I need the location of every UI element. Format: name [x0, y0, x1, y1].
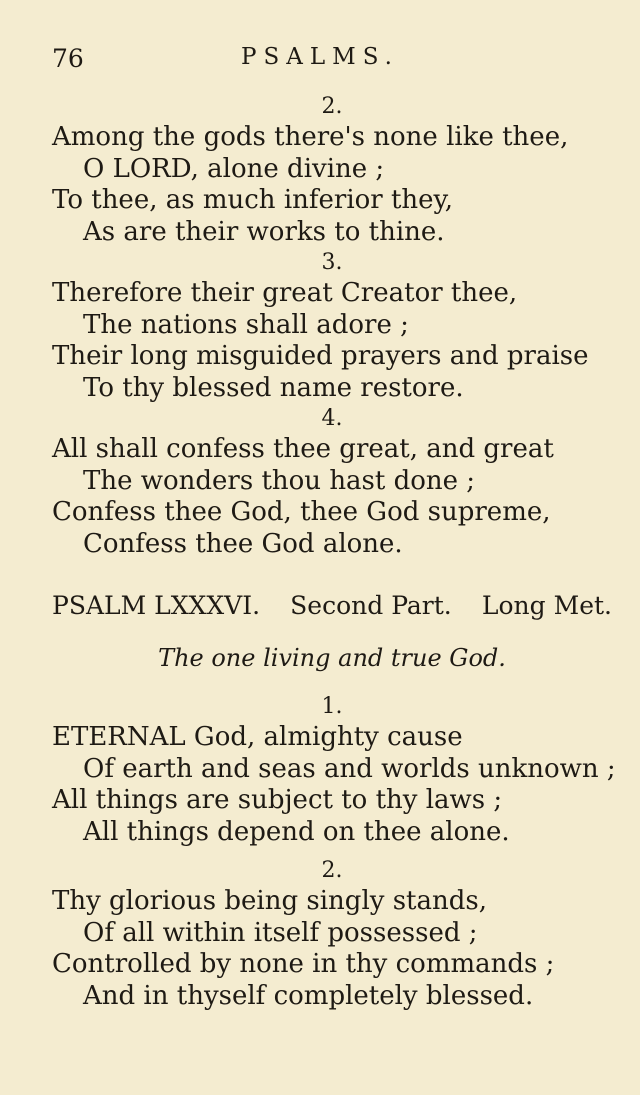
verse-line: Of earth and seas and worlds unknown ; [83, 753, 616, 784]
stanza-number: 3. [321, 250, 343, 275]
verse-line: Controlled by none in thy commands ; [52, 949, 555, 979]
running-title: PSALMS. [241, 44, 399, 70]
stanza [52, 692, 616, 848]
psalm-part: Second Part. [290, 591, 452, 620]
verse-line: To thy blessed name restore. [83, 372, 464, 403]
verse-line: O LORD, alone divine ; [83, 153, 385, 184]
verse-line: As are their works to thine. [83, 216, 445, 247]
page-header [52, 44, 588, 78]
hymn-text [52, 92, 616, 1012]
verse-line: Their long misguided prayers and praise [52, 341, 589, 371]
stanza [52, 92, 612, 248]
verse-line: All things depend on thee alone. [83, 816, 510, 847]
verse-line: Of all within itself possessed ; [83, 917, 478, 948]
verse-line: The nations shall adore ; [83, 309, 409, 340]
verse-line: To thee, as much inferior they, [52, 185, 454, 215]
verse-line: And in thyself completely blessed. [83, 980, 534, 1011]
stanza-number: 2. [321, 94, 343, 119]
stanza [52, 248, 612, 404]
psalm-number: PSALM LXXXVI. [52, 591, 261, 620]
psalm-meter: Long Met. [481, 591, 612, 620]
page-number: 76 [52, 44, 84, 73]
verse-line: Confess thee God, thee God supreme, [52, 497, 551, 527]
verse-line: Thy glorious being singly stands, [52, 886, 488, 916]
stanza [52, 404, 612, 560]
verse-line: Confess thee God alone. [83, 528, 403, 559]
psalm-heading [52, 590, 612, 622]
stanza-number: 4. [321, 406, 343, 431]
verse-line: ETERNAL God, almighty cause [52, 722, 463, 752]
stanza-number: 1. [321, 694, 343, 719]
verse-line: All shall confess thee great, and great [52, 434, 554, 464]
psalm-subtitle: The one living and true God. [158, 644, 506, 672]
stanza-number: 2. [321, 858, 343, 883]
verse-line: Among the gods there's none like thee, [52, 122, 569, 152]
verse-line: All things are subject to thy laws ; [52, 785, 503, 815]
verse-line: The wonders thou hast done ; [83, 465, 476, 496]
verse-line: Therefore their great Creator thee, [52, 278, 518, 308]
stanza [52, 856, 612, 1012]
